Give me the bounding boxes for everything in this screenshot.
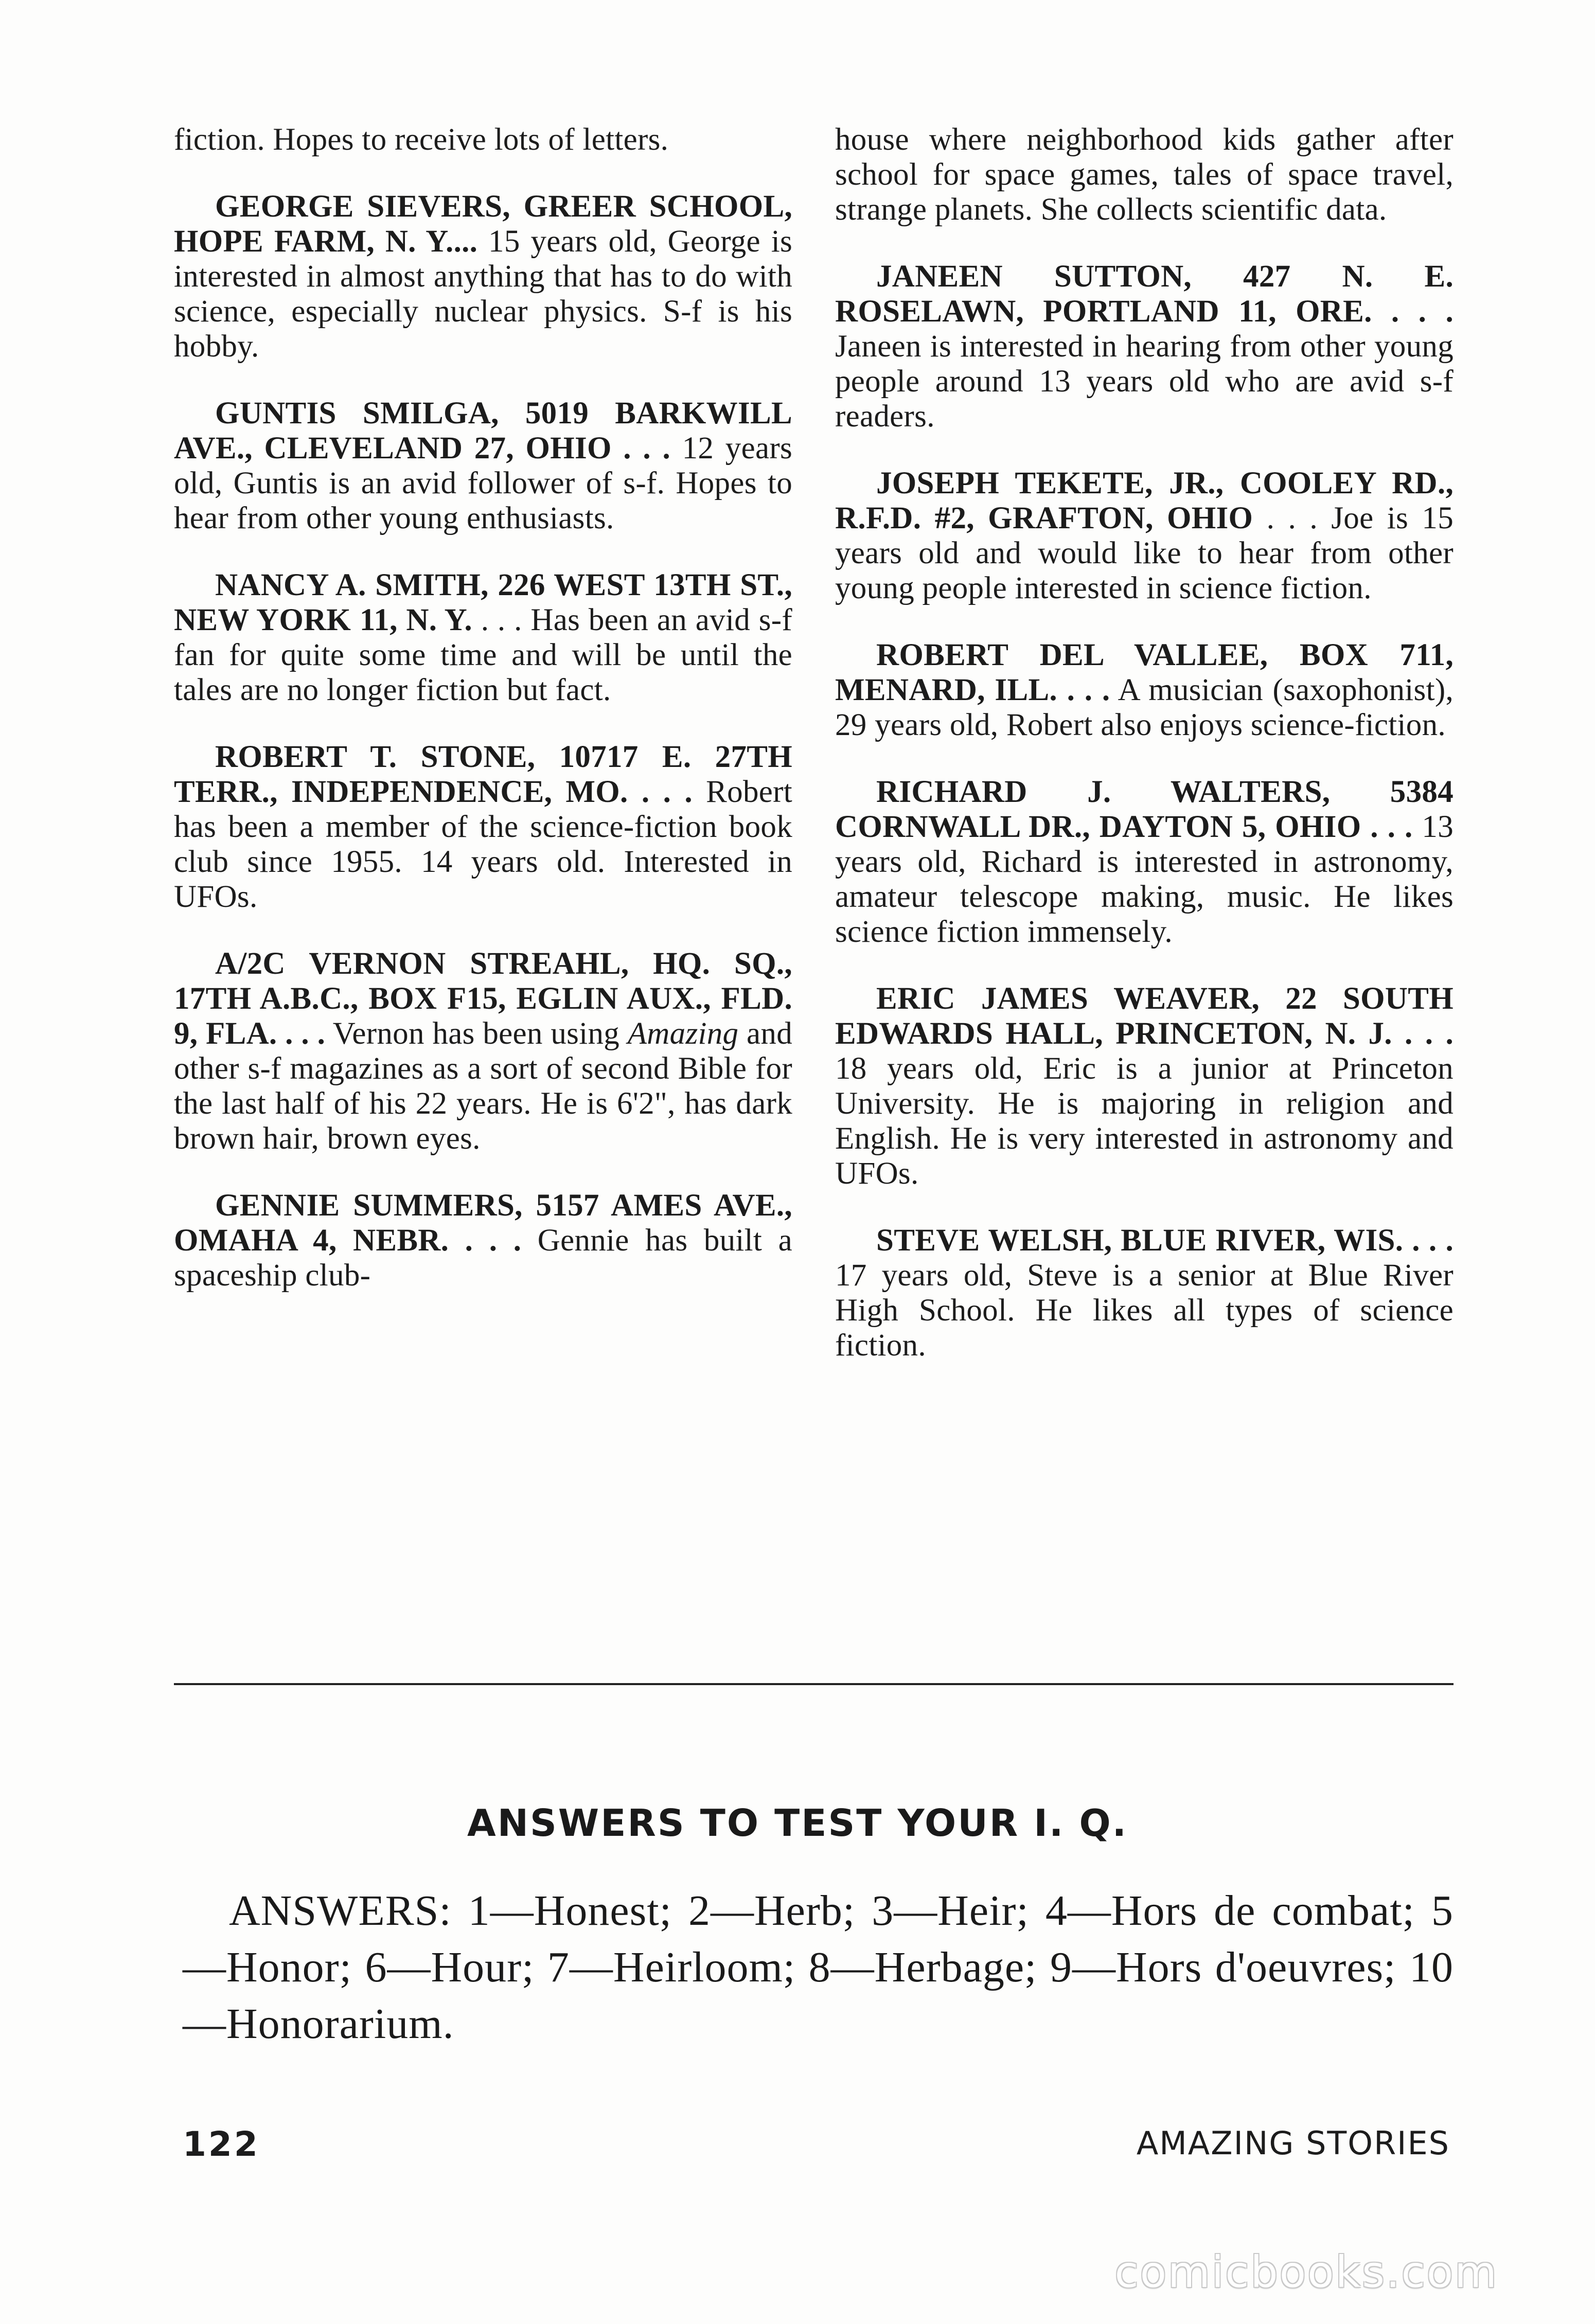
entry-body: Robert has been a member of the science-fiction book club since 1955. 14 years old. Interested in UFOs.	[174, 775, 792, 914]
pen-pal-entry-guntis-smilga	[174, 396, 792, 536]
entry-body-intro: Vernon has been using	[332, 1016, 628, 1051]
entry-body: . . . Has been an avid s-f fan for quite some time and will be until the tales are no longer fiction but fact.	[174, 603, 792, 707]
section-divider	[174, 1683, 1454, 1685]
magazine-name: AMAZING STORIES	[1136, 2124, 1450, 2162]
entry-body: 15 years old, George is interested in almost anything that has to do with science, especially nuclear physics. S-f is his hobby.	[174, 224, 792, 364]
watermark: comicbooks.com	[1114, 2247, 1498, 2297]
entry-head: ERIC JAMES WEAVER, 22 SOUTH EDWARDS HALL, PRINCETON, N. J. . . .	[835, 981, 1454, 1051]
pen-pal-entry-steve-welsh	[835, 1223, 1454, 1363]
entry-head: ROBERT DEL VALLEE, BOX 711, MENARD, ILL. . . .	[835, 638, 1454, 707]
pen-pal-entry-continuation	[174, 122, 792, 157]
right-column	[835, 122, 1454, 1395]
entry-head: RICHARD J. WALTERS, 5384 CORNWALL DR., DAYTON 5, OHIO . . .	[835, 775, 1454, 844]
entry-body: and other s-f magazines as a sort of second Bible for the last half of his 22 years. He is 6'2", has dark brown hair, brown eyes.	[174, 1016, 793, 1156]
entry-body: fiction. Hopes to receive lots of letters.	[174, 122, 669, 157]
pen-pal-entry-robert-stone	[174, 740, 792, 915]
magazine-title-italic: Amazing	[627, 1016, 739, 1051]
entry-body: 13 years old, Richard is interested in astronomy, amateur telescope making, music. He likes science fiction immensely.	[835, 810, 1454, 949]
entry-head: GUNTIS SMILGA, 5019 BARKWILL AVE., CLEVELAND 27, OHIO . . .	[174, 396, 792, 466]
entry-head: NANCY A. SMITH, 226 WEST 13TH ST., NEW YORK 11, N. Y.	[174, 568, 792, 637]
entry-body: A musician (saxophonist), 29 years old, Robert also enjoys science-fiction.	[835, 673, 1454, 742]
entry-body: 18 years old, Eric is a junior at Princeton University. He is majoring in religion and English. He is very interested in astronomy and UFOs.	[835, 1051, 1454, 1191]
entry-body: 12 years old, Guntis is an avid follower of s-f. Hopes to hear from other young enthusiasts.	[174, 431, 792, 535]
page-number: 122	[183, 2124, 260, 2164]
entry-body: Janeen is interested in hearing from other young people around 13 years old who are avid s-f readers.	[835, 329, 1454, 434]
entry-head: ROBERT T. STONE, 10717 E. 27TH TERR., INDEPENDENCE, MO. . . .	[174, 740, 792, 809]
pen-pal-entry-vernon-streahl	[174, 946, 792, 1156]
pen-pal-entry-continuation	[835, 122, 1454, 227]
pen-pal-entry-eric-weaver	[835, 981, 1454, 1191]
pen-pal-entry-janeen-sutton	[835, 259, 1454, 434]
entry-head: JANEEN SUTTON, 427 N. E. ROSELAWN, PORTLAND 11, ORE. . . .	[835, 259, 1454, 329]
pen-pal-entry-nancy-smith	[174, 568, 792, 708]
entry-body: Gennie has built a spaceship club-	[174, 1223, 793, 1293]
entry-head: GEORGE SIEVERS, GREER SCHOOL, HOPE FARM, N. Y....	[174, 189, 792, 259]
entry-head: GENNIE SUMMERS, 5157 AMES AVE., OMAHA 4, NEBR. . . .	[174, 1188, 792, 1258]
pen-pal-entry-richard-walters	[835, 775, 1454, 950]
pen-pal-entry-george-sievers	[174, 189, 792, 364]
entry-body: 17 years old, Steve is a senior at Blue River High School. He likes all types of science fiction.	[835, 1258, 1454, 1363]
pen-pal-entry-joseph-tekete	[835, 466, 1454, 606]
entry-body: . . . Joe is 15 years old and would like to hear from other young people interested in science fiction.	[835, 501, 1454, 605]
entry-head: A/2C VERNON STREAHL, HQ. SQ., 17TH A.B.C., BOX F15, EGLIN AUX., FLD. 9, FLA. . . .	[174, 946, 792, 1051]
answers-text: ANSWERS: 1—Honest; 2—Herb; 3—Heir; 4—Hors de combat; 5—Honor; 6—Hour; 7—Heirloom; 8—Herbage; 9—Hors d'oeuvres; 10—Honorarium.	[183, 1887, 1454, 2048]
entry-body: house where neighborhood kids gather after school for space games, tales of space travel, strange planets. She collects scientific data.	[835, 122, 1454, 227]
entry-head: JOSEPH TEKETE, JR., COOLEY RD., R.F.D. #2, GRAFTON, OHIO	[835, 466, 1454, 535]
pen-pal-entry-gennie-summers	[174, 1188, 792, 1293]
entry-head: STEVE WELSH, BLUE RIVER, WIS. . . .	[876, 1223, 1454, 1258]
left-column	[174, 122, 792, 1325]
answers-heading: ANSWERS TO TEST YOUR I. Q.	[467, 1801, 1128, 1845]
pen-pal-entry-robert-del-vallee	[835, 638, 1454, 743]
